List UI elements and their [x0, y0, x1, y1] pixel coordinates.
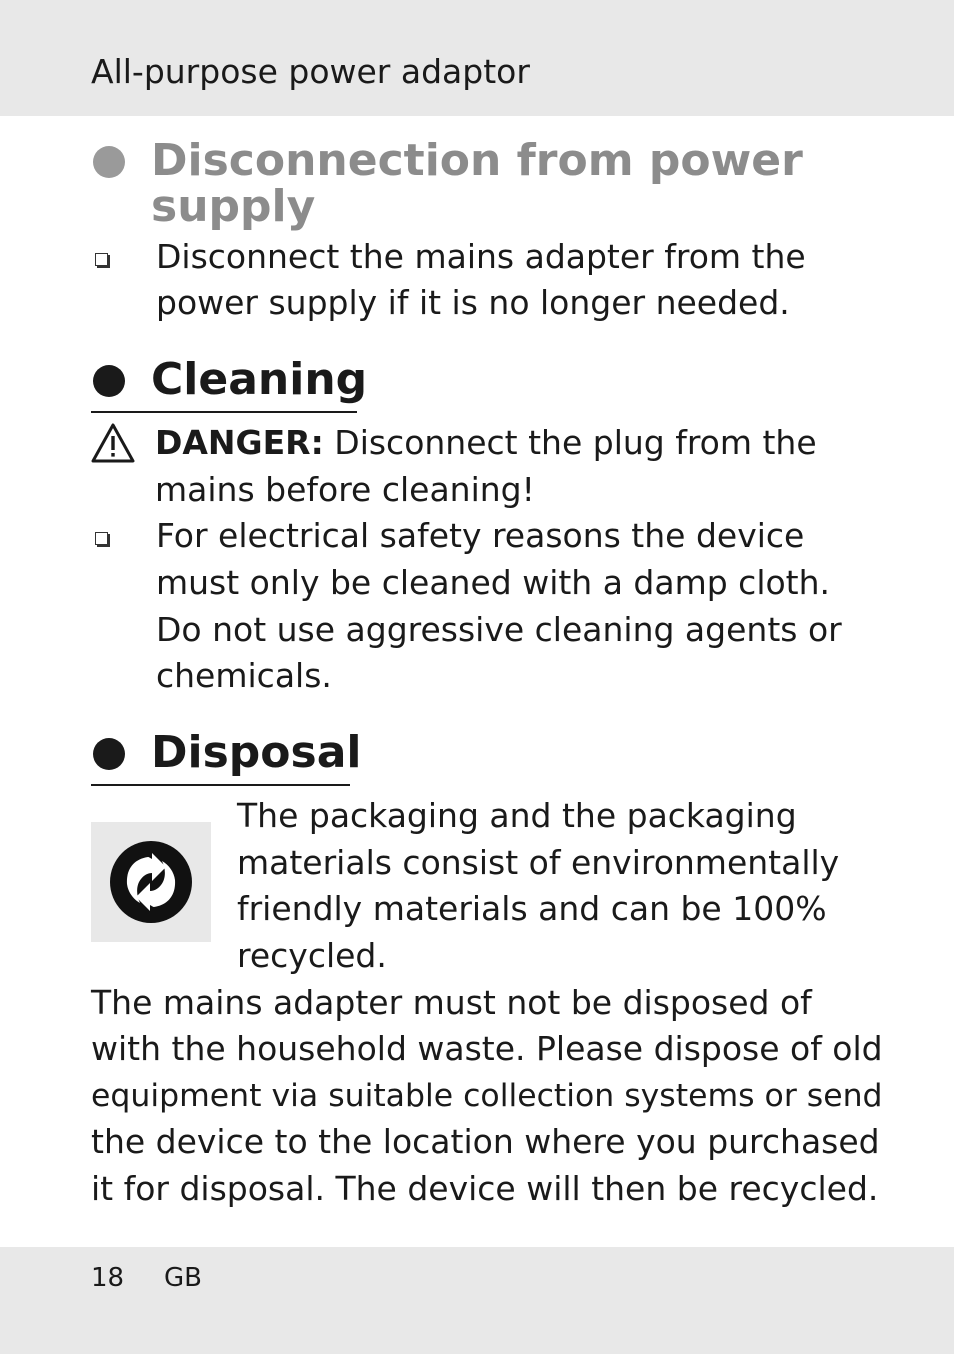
packaging-line: materials consist of environmentally: [237, 843, 840, 882]
packaging-line: The packaging and the packaging: [237, 796, 797, 835]
adapter-disposal-line: equipment via suitable collection systems or send: [91, 1078, 883, 1114]
disconnect-item-line: Disconnect the mains adapter from the: [156, 237, 806, 276]
cleaning-item-line: For electrical safety reasons the device: [156, 516, 805, 555]
warning-triangle-icon: [90, 422, 136, 464]
danger-text: Disconnect the plug from the: [323, 423, 817, 462]
recycle-symbol-box: [91, 822, 211, 942]
cleaning-item-line: chemicals.: [156, 656, 332, 695]
packaging-line: recycled.: [237, 936, 387, 975]
adapter-disposal-line: The mains adapter must not be disposed of: [91, 983, 812, 1022]
cleaning-item-line: Do not use aggressive cleaning agents or: [156, 610, 842, 649]
adapter-disposal-line: it for disposal. The device will then be recycled.: [91, 1169, 879, 1208]
disconnect-heading-line1: Disconnection from power: [151, 135, 803, 186]
danger-line: [155, 420, 817, 467]
cleaning-heading: Cleaning: [151, 354, 368, 405]
section-bullet-icon: [93, 738, 125, 770]
cleaning-item-line: must only be cleaned with a damp cloth.: [156, 563, 831, 602]
adapter-disposal-line: the device to the location where you purchased: [91, 1122, 880, 1161]
heading-underline: [91, 411, 357, 413]
disposal-heading: Disposal: [151, 727, 362, 778]
packaging-line: friendly materials and can be 100%: [237, 889, 827, 928]
disconnect-heading-line2: supply: [151, 181, 316, 232]
checkbox-bullet-icon: [95, 253, 108, 266]
page-number: 18: [91, 1263, 125, 1293]
disconnect-item-line: power supply if it is no longer needed.: [156, 283, 790, 322]
danger-label: DANGER:: [155, 423, 324, 462]
danger-line: mains before cleaning!: [155, 470, 535, 509]
heading-underline: [91, 784, 350, 786]
language-code: GB: [164, 1263, 202, 1293]
page-footer: [0, 1247, 954, 1354]
section-bullet-icon: [93, 146, 125, 178]
green-dot-recycle-icon: [108, 839, 194, 925]
section-bullet-icon: [93, 365, 125, 397]
header-title: All-purpose power adaptor: [91, 52, 530, 91]
checkbox-bullet-icon: [95, 532, 108, 545]
adapter-disposal-line: with the household waste. Please dispose of old: [91, 1029, 883, 1068]
